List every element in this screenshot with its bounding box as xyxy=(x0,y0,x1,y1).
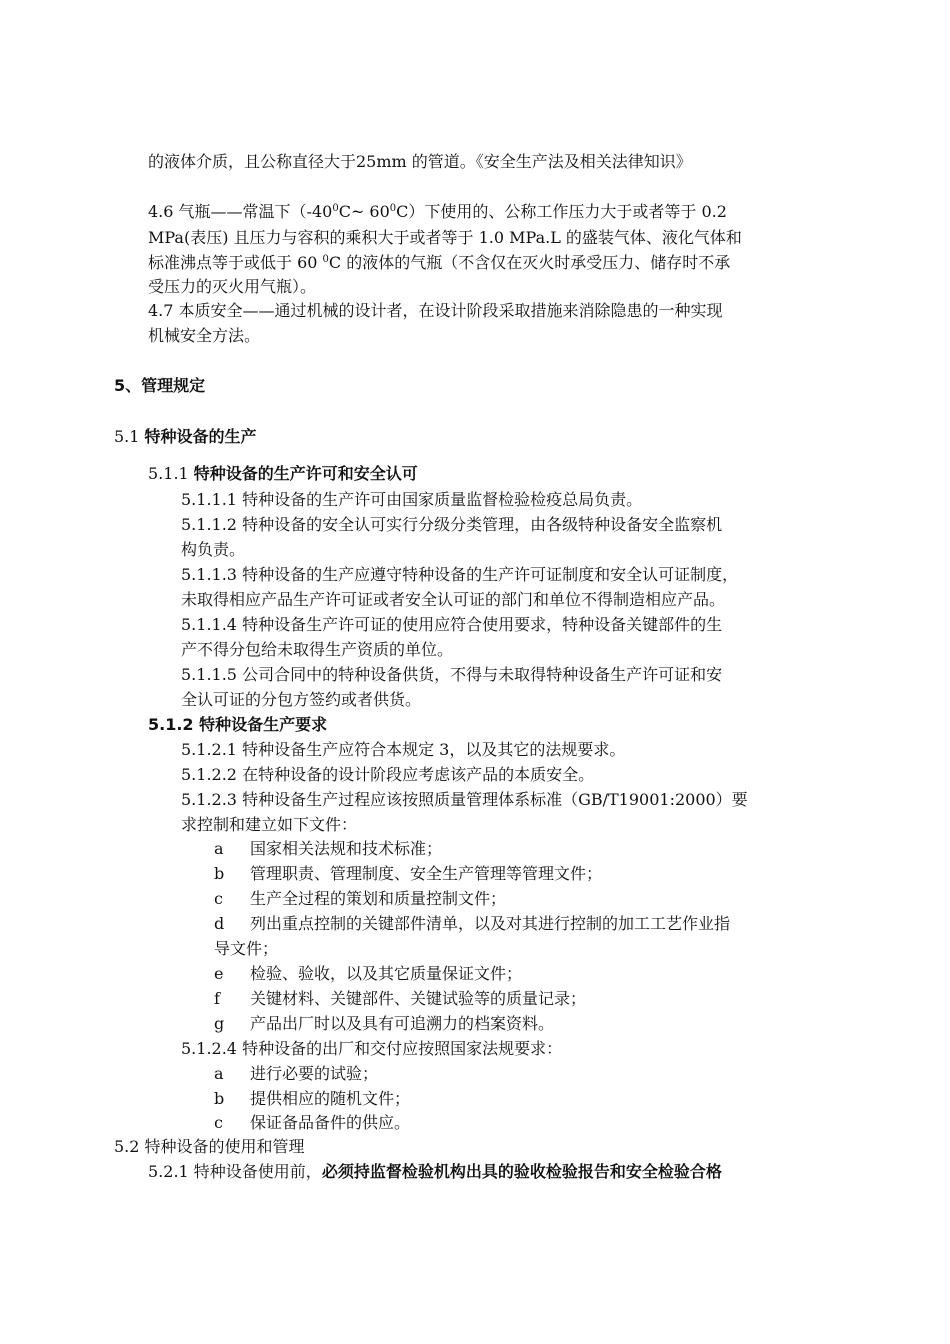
text-run: 标准沸点等于或低于 60 xyxy=(148,253,323,272)
list-letter: a xyxy=(214,1064,224,1083)
clause-5-1-1-2: 5.1.1.2 特种设备的安全认可实行分级分类管理，由各级特种设备安全监察机 xyxy=(181,515,723,534)
list-letter: a xyxy=(214,839,224,858)
clause-5-1-1-3: 5.1.1.3 特种设备的生产应遵守特种设备的生产许可证制度和安全认可证制度， xyxy=(181,565,739,584)
text-run: C 的液体的气瓶（不含仅在灭火时承受压力、储存时不承 xyxy=(328,253,731,272)
section-heading-5: 5、管理规定 xyxy=(114,376,206,395)
text-run: ~ 60 xyxy=(350,202,390,221)
heading-text: 特种设备的生产 xyxy=(144,427,257,446)
clause-5-1-2-2: 5.1.2.2 在特种设备的设计阶段应考虑该产品的本质安全。 xyxy=(181,765,595,784)
list-item xyxy=(214,1013,554,1035)
list-letter: f xyxy=(214,989,220,1008)
superscript: 0 xyxy=(322,254,329,265)
text-run: 4.6 气瓶——常温下（-40 xyxy=(148,202,333,221)
clause-5-1-1-1: 5.1.1.1 特种设备的生产许可由国家质量监督检验检疫总局负责。 xyxy=(181,490,643,509)
text-run: 5.2.1 特种设备使用前， xyxy=(148,1162,322,1181)
heading-number: 5.1.1 xyxy=(148,464,194,483)
text-run: C）下使用的、公称工作压力大于或者等于 0.2 xyxy=(396,202,727,221)
text-line: 产不得分包给未取得生产资质的单位。 xyxy=(181,640,454,659)
text-line: 构负责。 xyxy=(181,540,246,559)
text-line: 导文件； xyxy=(214,939,279,958)
text-line: 机械安全方法。 xyxy=(148,326,261,345)
list-letter: b xyxy=(214,864,225,883)
list-text: 关键材料、关键部件、关键试验等的质量记录； xyxy=(250,989,587,1008)
clause-5-1-2-4: 5.1.2.4 特种设备的出厂和交付应按照国家法规要求： xyxy=(181,1039,563,1058)
list-text: 进行必要的试验； xyxy=(250,1064,379,1083)
clause-5-1-1-5: 5.1.1.5 公司合同中的特种设备供货，不得与未取得特种设备生产许可证和安 xyxy=(181,665,723,684)
clause-5-2-1 xyxy=(148,1161,722,1183)
text-line: 的液体介质，且公称直径大于25mm 的管道。《安全生产法及相关法律知识》 xyxy=(148,152,692,171)
list-letter: e xyxy=(214,964,224,983)
list-letter: b xyxy=(214,1089,225,1108)
list-item xyxy=(214,888,506,910)
text-line: 受压力的灭火用气瓶）。 xyxy=(148,277,317,296)
list-item xyxy=(214,1063,378,1085)
list-item xyxy=(214,1112,410,1134)
list-text: 国家相关法规和技术标准； xyxy=(250,839,443,858)
text-run: C xyxy=(338,202,351,221)
text-run: 必须持监督检验机构出具的验收检验报告和安全检验合格 xyxy=(321,1162,722,1181)
text-line: MPa(表压) 且压力与容积的乘积大于或者等于 1.0 MPa.L 的盛装气体、液化气体和 xyxy=(148,228,742,247)
list-text: 管理职责、管理制度、安全生产管理等管理文件； xyxy=(250,864,603,883)
list-letter: c xyxy=(214,889,223,908)
list-text: 保证备品备件的供应。 xyxy=(250,1113,411,1132)
section-heading-5-1-2: 5.1.2 特种设备生产要求 xyxy=(148,715,328,734)
clause-5-1-2-1: 5.1.2.1 特种设备生产应符合本规定 3，以及其它的法规要求。 xyxy=(181,740,626,759)
list-text: 提供相应的随机文件； xyxy=(250,1089,411,1108)
list-text: 产品出厂时以及具有可追溯力的档案资料。 xyxy=(250,1014,555,1033)
list-item xyxy=(214,963,522,985)
text-line-4-6 xyxy=(148,201,727,226)
text-line xyxy=(148,252,730,277)
superscript: 0 xyxy=(389,203,397,214)
text-line: 全认可证的分包方签约或者供货。 xyxy=(181,690,422,709)
text-line: 求控制和建立如下文件： xyxy=(181,815,358,834)
section-heading-5-1-1 xyxy=(148,463,418,485)
list-item xyxy=(214,838,442,860)
clause-5-1-2-3: 5.1.2.3 特种设备生产过程应该按照质量管理体系标准（GB/T19001:2000）要 xyxy=(181,790,748,809)
heading-number: 5.1 xyxy=(114,427,145,446)
list-text: 检验、验收，以及其它质量保证文件； xyxy=(250,964,523,983)
text-line: 未取得相应产品生产许可证或者安全认可证的部门和单位不得制造相应产品。 xyxy=(181,590,726,609)
superscript: 0 xyxy=(332,203,339,214)
list-item xyxy=(214,913,730,935)
list-text: 列出重点控制的关键部件清单，以及对其进行控制的加工工艺作业指 xyxy=(250,914,731,933)
list-letter: d xyxy=(214,914,225,933)
section-heading-5-1 xyxy=(114,426,257,448)
list-letter: g xyxy=(214,1014,225,1033)
list-item xyxy=(214,863,602,885)
list-item xyxy=(214,988,586,1010)
clause-5-1-1-4: 5.1.1.4 特种设备生产许可证的使用应符合使用要求，特种设备关键部件的生 xyxy=(181,615,723,634)
heading-text: 特种设备的生产许可和安全认可 xyxy=(193,464,418,483)
list-item xyxy=(214,1088,410,1110)
section-heading-5-2: 5.2 特种设备的使用和管理 xyxy=(114,1137,305,1156)
text-line-4-7: 4.7 本质安全——通过机械的设计者，在设计阶段采取措施来消除隐患的一种实现 xyxy=(148,301,723,320)
list-text: 生产全过程的策划和质量控制文件； xyxy=(250,889,507,908)
list-letter: c xyxy=(214,1113,223,1132)
